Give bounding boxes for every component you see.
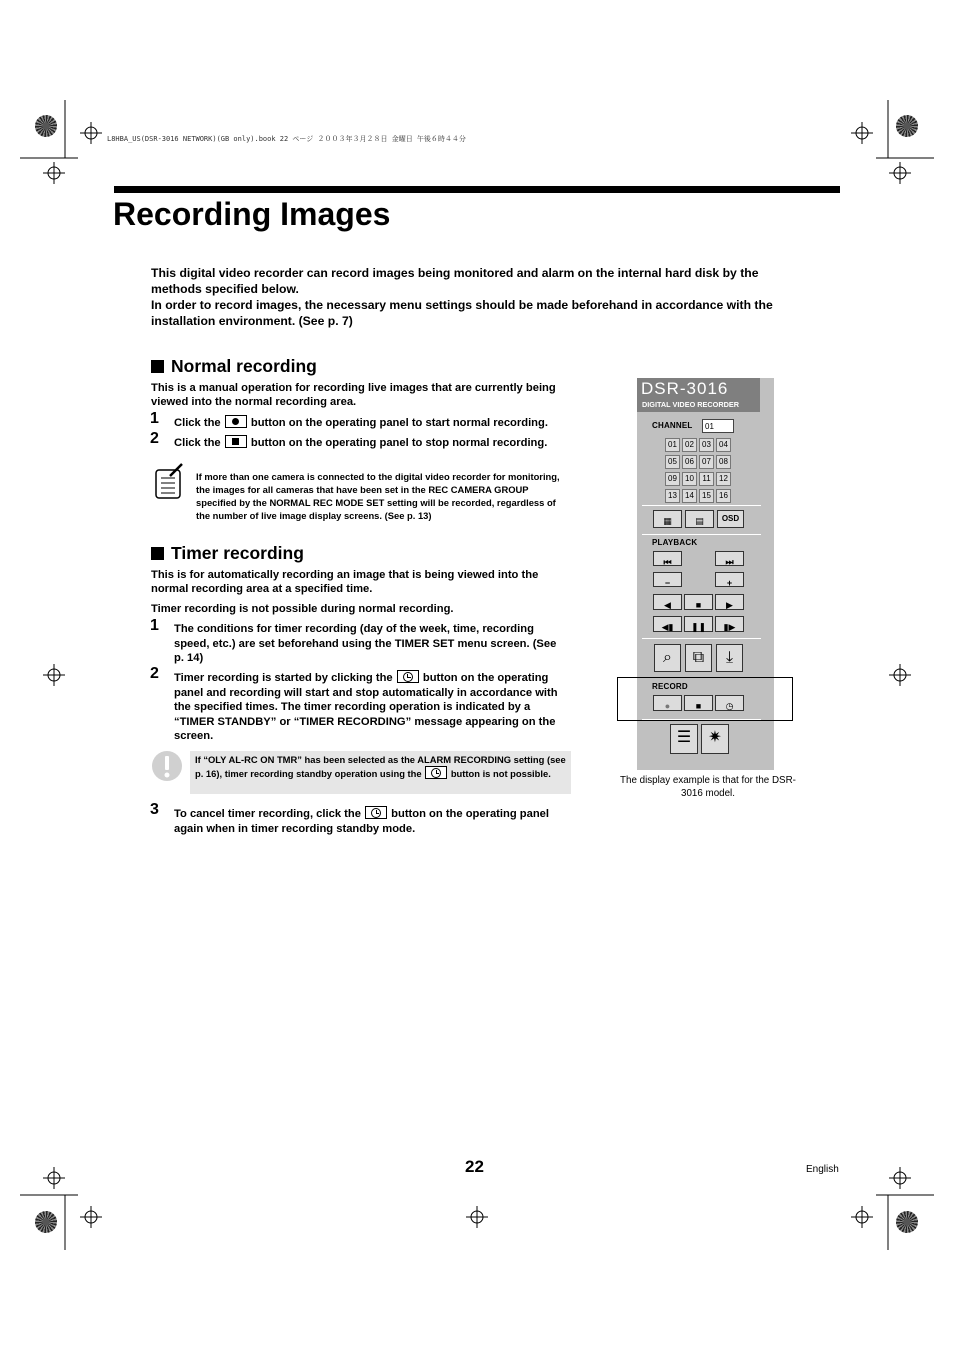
play-button[interactable] (715, 594, 744, 610)
skip-forward-button[interactable] (715, 551, 744, 566)
step-text: button on the operating panel to stop normal recording. (250, 437, 548, 449)
page-number: 22 (465, 1157, 484, 1176)
clock-icon: ◷ (725, 701, 734, 711)
step-text: Click the (174, 417, 221, 429)
section-title-timer-label: Timer recording (171, 543, 304, 563)
menu-button[interactable] (670, 724, 698, 754)
channel-button[interactable]: 13 (665, 489, 680, 503)
play-icon: ▶ (726, 600, 733, 610)
normal-step-2 (174, 435, 569, 451)
skip-back-button[interactable] (653, 551, 682, 566)
step-number: 3 (150, 801, 159, 818)
caution-text-part: button is not possible. (450, 768, 551, 779)
normal-step-1 (174, 415, 569, 431)
channel-label: CHANNEL (652, 421, 693, 430)
playback-stop-button[interactable] (684, 594, 713, 610)
channel-field[interactable]: 01 (702, 419, 734, 433)
square-bullet-icon (151, 360, 164, 373)
channel-button[interactable]: 02 (682, 438, 697, 452)
reverse-play-icon: ◀ (664, 600, 671, 610)
record-icon: ● (664, 701, 671, 711)
minus-button[interactable] (653, 572, 682, 587)
timer-step-2 (174, 670, 569, 744)
frame-back-button[interactable] (653, 616, 682, 632)
osd-button[interactable]: OSD (717, 510, 744, 528)
screen-mode-icon: ▤ (695, 516, 704, 526)
intro-text: This digital video recorder can record images being monitored and alarm on the internal hard disk by the methods specified below. In order to record images, the necessary menu settings should be made beforehand in accordance with the installation environment. (See p. 7) (151, 266, 773, 328)
record-highlight-frame (617, 677, 793, 721)
step-number: 1 (150, 617, 159, 634)
timer-button-icon (425, 766, 447, 779)
copy-icon: ⧉ (692, 649, 705, 666)
timer-step-1: The conditions for timer recording (day of the week, time, recording speed, etc.) are set beforehand using the TIMER SET menu screen. (See p. 14) (174, 623, 557, 664)
download-icon: ⤓ (725, 649, 734, 666)
alarm-button[interactable] (701, 724, 729, 754)
channel-button[interactable]: 07 (699, 455, 714, 469)
note-pad-icon (152, 462, 186, 500)
quad-screen-icon: ▦ (663, 516, 672, 526)
step-text: button on the operating panel and recording will start and stop automatically in accordance with the specified times. The timer recording operation is indicated by a “TIMER STANDBY” or “TIMER RECORDING” message appearing on the screen. (174, 672, 558, 742)
channel-button[interactable]: 03 (699, 438, 714, 452)
caution-text (195, 753, 567, 780)
normal-description: This is a manual operation for recording live images that are currently being viewed into the normal recording area. (151, 382, 556, 408)
square-bullet-icon (151, 547, 164, 560)
channel-button[interactable]: 06 (682, 455, 697, 469)
menu-list-icon: ☰ (676, 729, 692, 746)
channel-grid (665, 438, 733, 503)
pause-button[interactable] (684, 616, 713, 632)
step-number: 1 (150, 410, 159, 427)
channel-button[interactable]: 04 (716, 438, 731, 452)
frame-back-icon: ◀▮ (661, 622, 674, 632)
search-button[interactable] (654, 644, 681, 672)
channel-button[interactable]: 05 (665, 455, 680, 469)
channel-button[interactable]: 11 (699, 472, 714, 486)
timer-step-3 (174, 806, 569, 836)
section-title-normal-label: Normal recording (171, 356, 317, 376)
download-button[interactable] (716, 644, 743, 672)
playback-label: PLAYBACK (652, 538, 698, 547)
timer-description-2: Timer recording is not possible during normal recording. (151, 603, 454, 615)
timer-button-icon (397, 670, 419, 683)
step-text: Click the (174, 437, 221, 449)
panel-model: DSR-3016 (641, 379, 729, 398)
panel-brand-header (637, 378, 760, 412)
channel-button[interactable]: 09 (665, 472, 680, 486)
language-label: English (806, 1164, 839, 1175)
channel-button[interactable]: 10 (682, 472, 697, 486)
minus-icon: − (664, 578, 671, 588)
skip-back-icon: ⏮ (663, 557, 672, 567)
screen-mode-button[interactable] (685, 510, 714, 528)
timer-description: This is for automatically recording an image that is being viewed into the normal recording area at a specified time. (151, 569, 539, 595)
record-button-icon (225, 415, 247, 428)
step-text: button on the operating panel again when in timer recording standby mode. (174, 808, 550, 835)
plus-button[interactable] (715, 572, 744, 587)
plus-icon: + (726, 578, 733, 588)
step-number: 2 (150, 430, 159, 447)
frame-forward-button[interactable] (715, 616, 744, 632)
split-screen-button[interactable] (653, 510, 682, 528)
section-title-timer (151, 543, 304, 564)
caution-icon (151, 750, 183, 782)
reverse-play-button[interactable] (653, 594, 682, 610)
channel-button[interactable]: 14 (682, 489, 697, 503)
step-text: To cancel timer recording, click the (174, 808, 361, 820)
channel-button[interactable]: 01 (665, 438, 680, 452)
stop-button-icon (225, 435, 247, 448)
frame-forward-icon: ▮▶ (723, 622, 736, 632)
record-label: RECORD (652, 682, 688, 691)
alarm-icon: ✷ (708, 729, 722, 746)
section-title-normal (151, 356, 317, 377)
step-text: button on the operating panel to start normal recording. (250, 417, 548, 429)
step-number: 2 (150, 665, 159, 682)
file-info-header: L8HBA_US(DSR-3016 NETWORK)(GB only).book 22 ページ ２００３年３月２８日 金曜日 午後６時４４分 (107, 135, 466, 143)
panel-caption: The display example is that for the DSR-3016 model. (620, 775, 796, 799)
caution-text-part: If “OLY AL-RC ON TMR” has been selected as the ALARM RECORDING setting (see p. 16), timer recording standby operation using the (195, 754, 566, 779)
stop-icon: ■ (695, 701, 702, 711)
channel-button[interactable]: 16 (716, 489, 731, 503)
step-text: Timer recording is started by clicking the (174, 672, 393, 684)
title-rule (114, 186, 840, 193)
page-title: Recording Images (113, 196, 391, 232)
note-text: If more than one camera is connected to the digital video recorder for monitoring, the images for all cameras that have been set in the REC CAMERA GROUP specified by the NORMAL REC MODE SET setting will be recorded, regardless of the number of live image display screens. (See p. 13) (196, 471, 560, 521)
channel-button[interactable]: 12 (716, 472, 731, 486)
pause-icon: ❚❚ (690, 622, 707, 632)
channel-button[interactable]: 15 (699, 489, 714, 503)
channel-button[interactable]: 08 (716, 455, 731, 469)
copy-button[interactable] (685, 644, 712, 672)
search-icon: ⌕ (663, 649, 672, 666)
panel-subtitle: DIGITAL VIDEO RECORDER (642, 400, 740, 409)
stop-icon: ■ (695, 600, 702, 610)
timer-button-icon (365, 806, 387, 819)
skip-forward-icon: ⏭ (725, 557, 734, 567)
